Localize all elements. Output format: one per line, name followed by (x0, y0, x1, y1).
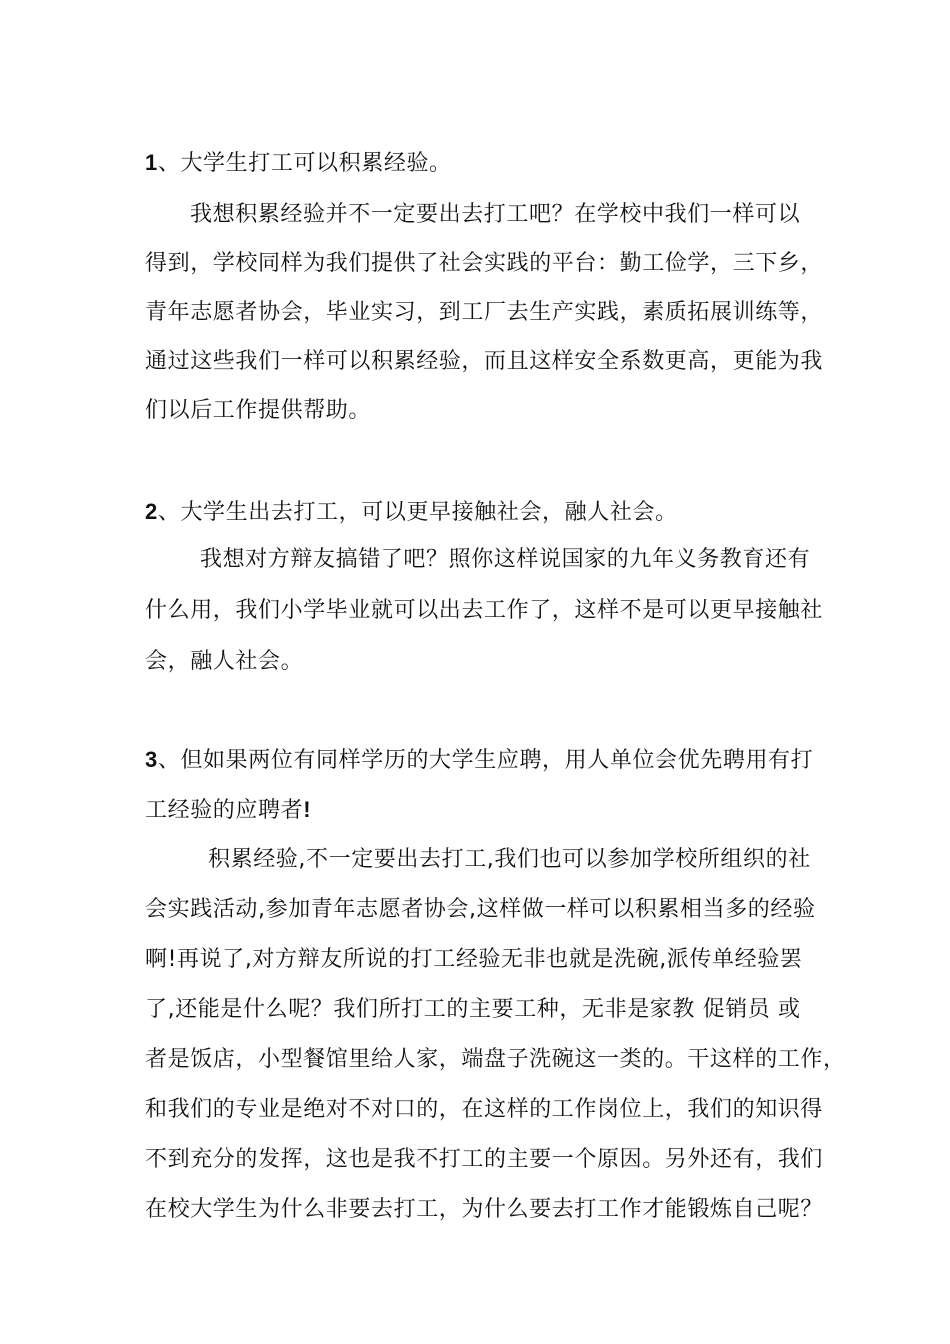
section-3-title: 、但如果两位有同样学历的大学生应聘，用人单位会优先聘用有打 (157, 748, 814, 773)
section-3-heading-line-2 (145, 795, 815, 826)
section-3-paragraph-line-1: 积累经验,不一定要出去打工,我们也可以参加学校所组织的社 (208, 847, 811, 872)
section-3-paragraph-line-8: 在校大学生为什么非要去打工，为什么要去打工作才能锻炼自己呢？ (145, 1197, 824, 1222)
section-3-title-exclamation: ! (303, 797, 312, 822)
section-3-paragraph-line-4: 了,还能是什么呢？我们所打工的主要工种，无非是家教 促销员 或 (145, 997, 801, 1022)
section-1-paragraph-line-2: 得到，学校同样为我们提供了社会实践的平台：勤工俭学，三下乡， (145, 251, 824, 276)
section-1-paragraph-line-5: 们以后工作提供帮助。 (145, 398, 372, 423)
section-2-paragraph-line-2: 什么用，我们小学毕业就可以出去工作了，这样不是可以更早接触社 (145, 598, 824, 623)
section-3-paragraph-line-3: 啊!再说了,对方辩友所说的打工经验无非也就是洗碗,派传单经验罢 (145, 947, 803, 972)
section-2-paragraph-line-3: 会，融人社会。 (145, 649, 304, 674)
section-3-paragraph-line-2: 会实践活动,参加青年志愿者协会,这样做一样可以积累相当多的经验 (145, 897, 816, 922)
section-3-paragraph-line-7: 不到充分的发挥，这也是我不打工的主要一个原因。另外还有，我们 (145, 1147, 824, 1172)
section-2-title: 、大学生出去打工，可以更早接触社会，融人社会。 (157, 500, 678, 525)
section-2-paragraph-line-1: 我想对方辩友搞错了吧？照你这样说国家的九年义务教育还有 (200, 547, 811, 572)
section-3-paragraph-line-6: 和我们的专业是绝对不对口的，在这样的工作岗位上，我们的知识得 (145, 1097, 824, 1122)
section-1-heading (145, 148, 815, 179)
section-1-paragraph-line-4: 通过这些我们一样可以积累经验，而且这样安全系数更高，更能为我 (145, 349, 824, 374)
section-1-title: 、大学生打工可以积累经验。 (157, 151, 452, 176)
section-2-number: 2 (145, 499, 158, 524)
section-2-heading (145, 497, 815, 528)
section-3-heading-line-1 (145, 745, 815, 776)
section-1-paragraph-line-1: 我想积累经验并不一定要出去打工吧？在学校中我们一样可以 (190, 202, 801, 227)
section-1-number: 1 (145, 150, 158, 175)
section-3-title-continued: 工经验的应聘者 (145, 798, 304, 823)
section-3-number: 3 (145, 747, 158, 772)
section-3-paragraph-line-5: 者是饭店，小型餐馆里给人家，端盘子洗碗这一类的。干这样的工作， (145, 1047, 846, 1072)
section-1-paragraph-line-3: 青年志愿者协会，毕业实习，到工厂去生产实践，素质拓展训练等， (145, 300, 824, 325)
